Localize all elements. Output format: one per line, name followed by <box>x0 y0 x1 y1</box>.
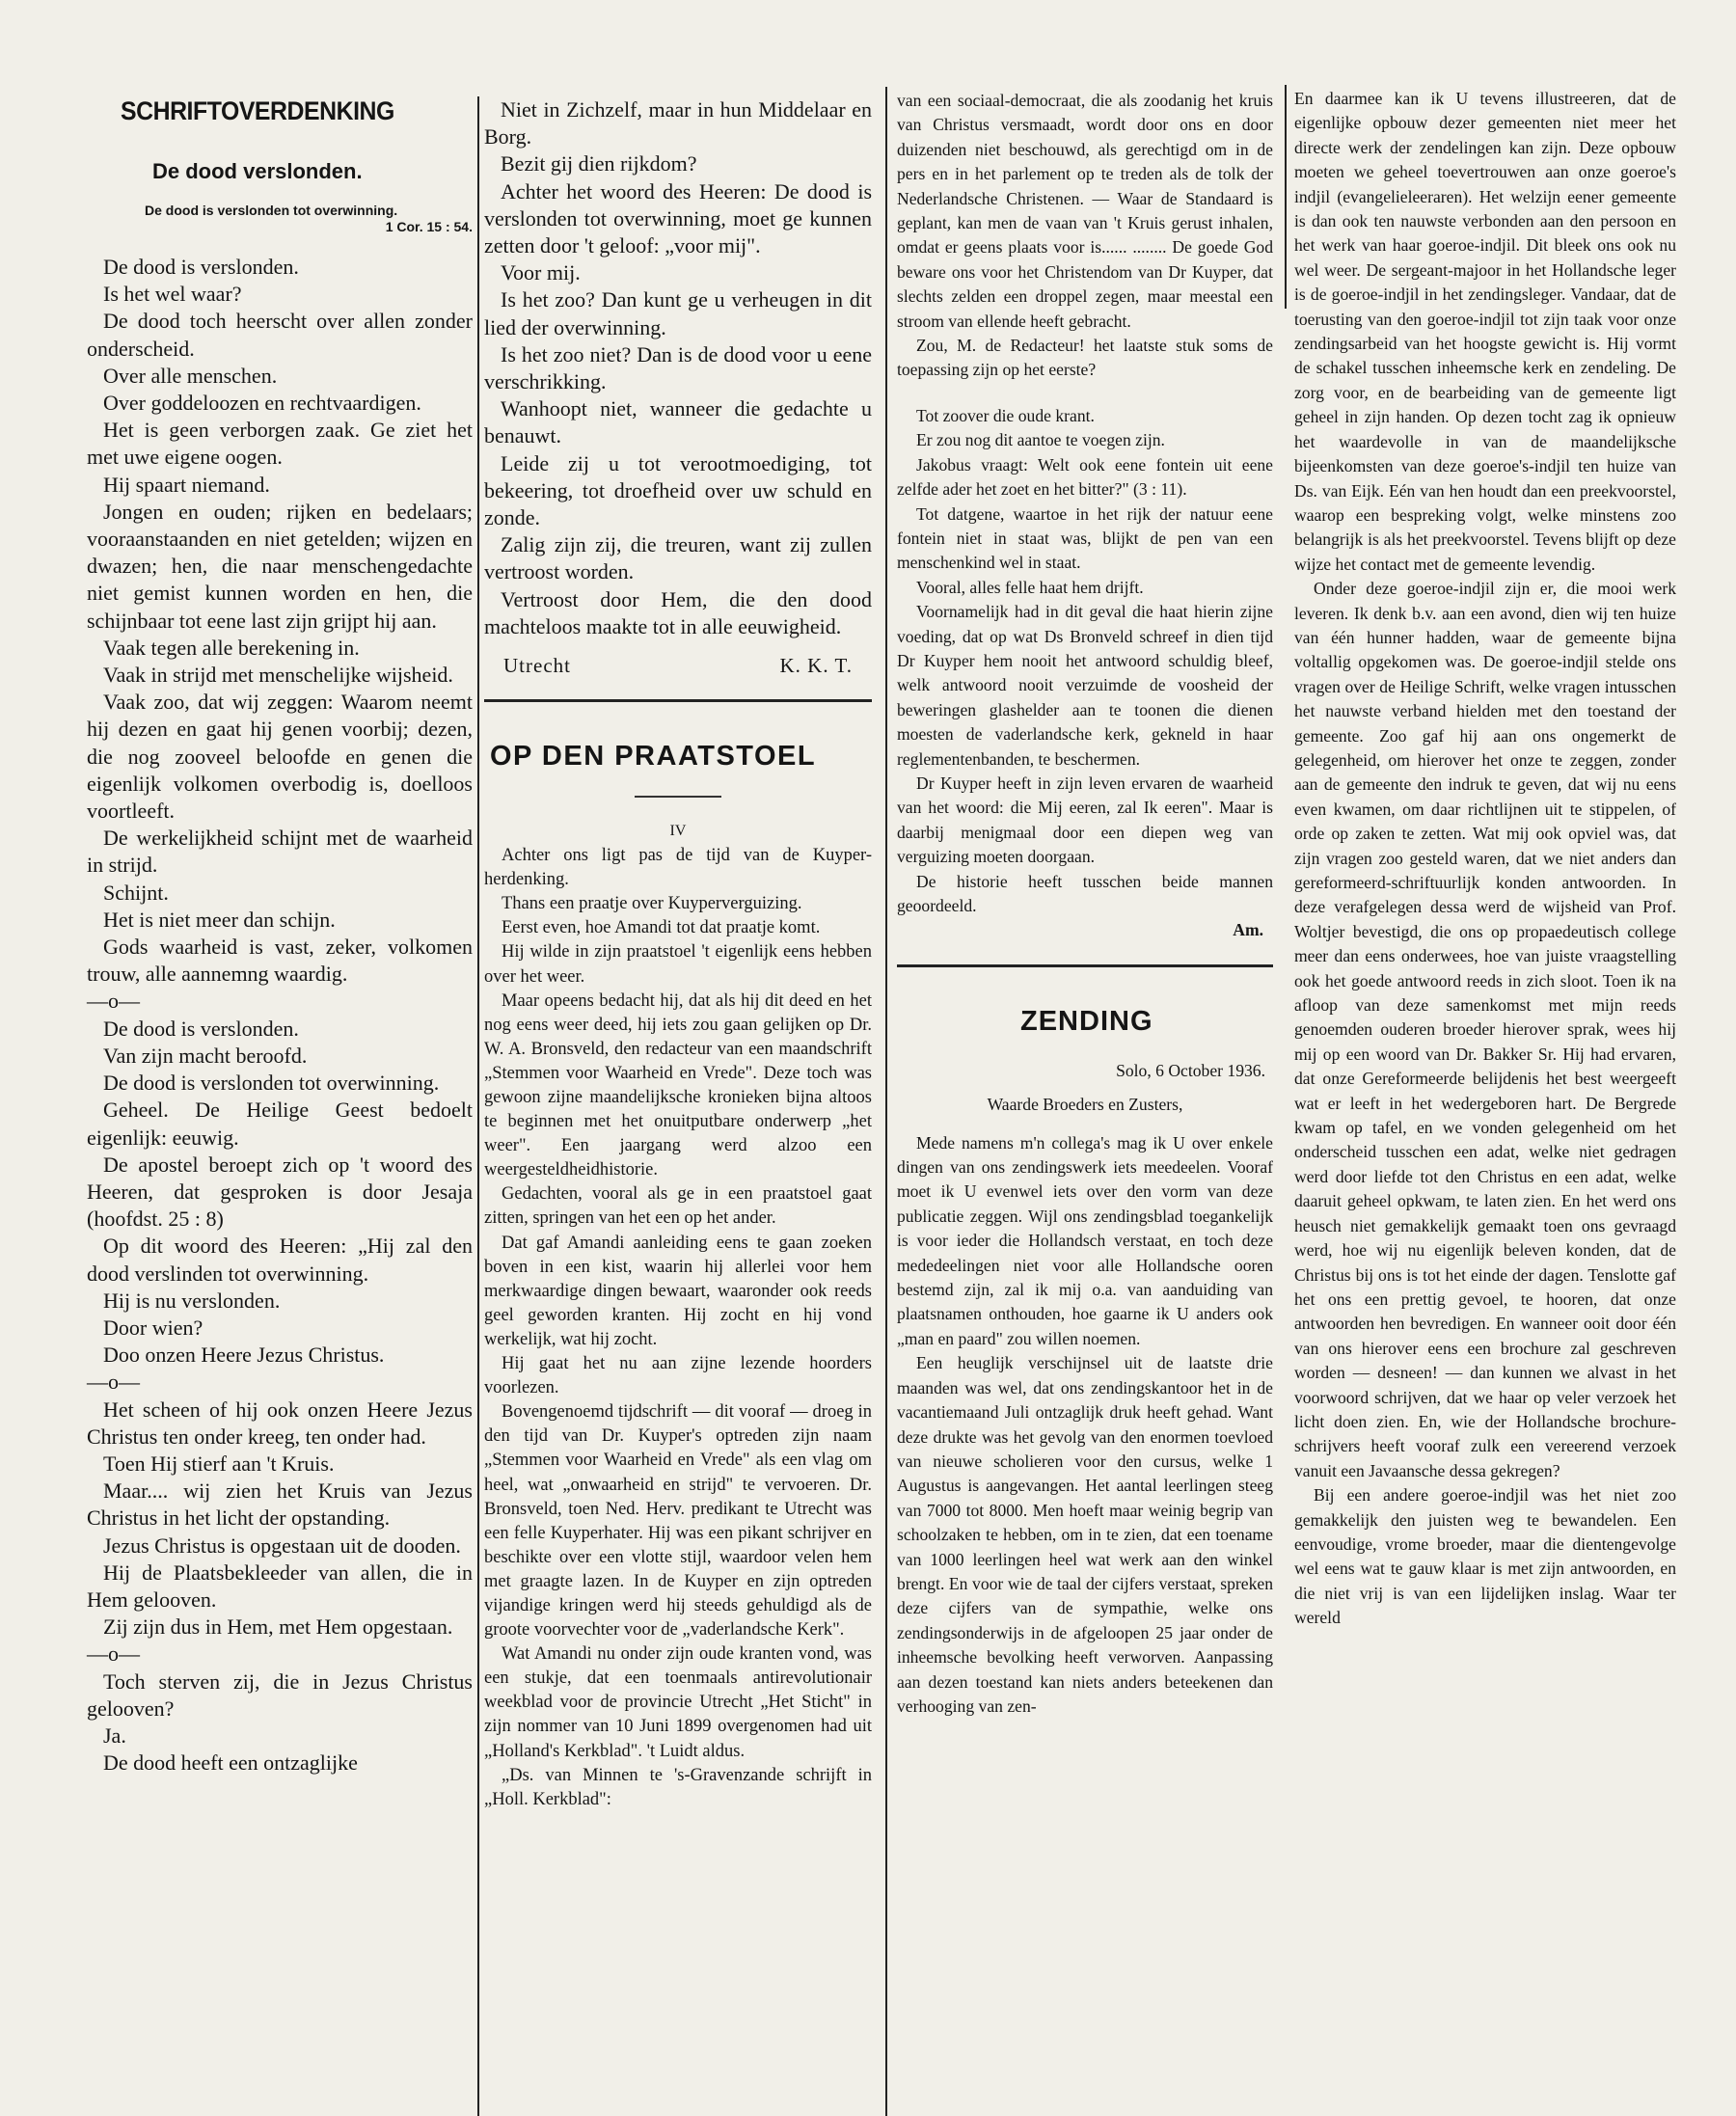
paragraph: Onder deze goeroe-indjil zijn er, die mooi werk leveren. Ik denk b.v. aan een avond, dien wij ten huize van één hunner hadden, waar de gemeente bijna voltallig opgekomen was. De goeroe-indjil stelde ons vragen over de Heilige Schrift, welke vragen intusschen het nauwste verband hielden met den toestand der gemeente. Zoo gaf hij aan ons ongemerkt de gelegenheid, om hierover het onze te zeggen, zonder aan de gemeente den indruk te geven, dat wij nu eens even kwamen, om daar richtlijnen uit te stippelen, of orde op zaken te zetten. Wat mij ook opviel was, dat zijn vragen zoo gesteld waren, dat we niet anders dan gereformeerd-schriftuurlijk konden antwoorden. In deze verafgelegen dessa werd de wijsheid van Prof. Woltjer bevestigd, die ons op propaedeutisch college meer dan eens onderwees, hoe van juiste vraagstelling ook het goede antwoord reeds in zich sloot. Toen ik na afloop van deze samenkomst met mijn reeds genoemden ouderen broeder hierover sprak, wees hij mij op een woord van Dr. Bakker Sr. Hij had ervaren, dat onze Gereformeerde belijdenis het best weergeeft wat er leeft in het wedergeboren hart. De Bergrede kwam op tafel, en we vonden gelegenheid om het onderscheid tusschen een adat, welke niet gedragen werd door liefde tot den Christus en een adat, welke daaruit geheel opkwam, te laten zien. En het werd ons heusch niet gemakkelijk gemaakt toen ons gevraagd werd, hoe wij nu eigenlijk beleven konden, dat de Christus bij ons is tot het einde der dagen. Tenslotte gaf het ons een prettig gevoel, te hooren, dat onze antwoorden hen bevredigen. En wanneer ooit door één van ons hierover eens een brochure zal geschreven worden — desneen! — dan kunnen we alvast in het voorwoord schrijven, dat we haar op veler verzoek het licht doen zien. En, wie der Hollandsche brochure-schrijvers heeft vooraf zulk een vereerend verzoek vanuit een Javaansche dessa gekregen? <box>1294 579 1676 1480</box>
paragraph: Achter het woord des Heeren: De dood is verslonden tot overwinning, moet ge kunnen zetten door 't geloof: „voor mij". <box>484 178 872 258</box>
paragraph: Jezus Christus is opgestaan uit de dooden. <box>103 1533 461 1558</box>
paragraph: Hij gaat het nu aan zijne lezende hoorders voorlezen. <box>484 1354 872 1398</box>
paragraph: Achter ons ligt pas de tijd van de Kuyper-herdenking. <box>484 846 872 890</box>
paragraph: Het is geen verborgen zaak. Ge ziet het met uwe eigene oogen. <box>87 418 473 470</box>
paragraph: Dr Kuyper heeft in zijn leven ervaren de waarheid van het woord: die Mij eeren, zal Ik eeren". Maar is daarbij menigmaal door een diepen weg van verguizing moeten doorgaan. <box>897 773 1273 867</box>
paragraph: Bezit gij dien rijkdom? <box>501 151 697 176</box>
signature <box>503 654 853 678</box>
paragraph: Hij de Plaatsbekleeder van allen, die in Hem gelooven. <box>87 1560 473 1612</box>
bible-reference: 1 Cor. 15 : 54. <box>385 219 473 234</box>
paragraph: Vertroost door Hem, die den dood machteloos maakte tot in alle eeuwigheid. <box>484 586 872 638</box>
paragraph: Thans een praatje over Kuyperverguizing. <box>502 894 802 914</box>
signature-initials: K. K. T. <box>779 654 853 678</box>
paragraph: Maar.... wij zien het Kruis van Jezus Christus in het licht der opstanding. <box>87 1478 473 1531</box>
article-subtitle: De dood verslonden. <box>152 159 363 183</box>
paragraph: De dood is verslonden. <box>103 1016 299 1041</box>
paragraph: Doo onzen Heere Jezus Christus. <box>103 1343 385 1368</box>
paragraph: De apostel beroept zich op 't woord des Heeren, dat gesproken is door Jesaja (hoofdst. 25 : 8) <box>87 1152 473 1232</box>
paragraph: Gedachten, vooral als ge in een praatstoel gaat zitten, springen van het een op het ander. <box>484 1184 872 1229</box>
paragraph: Is het zoo? Dan kunt ge u verheugen in dit lied der overwinning. <box>484 287 872 339</box>
separator: —o— <box>87 1370 140 1395</box>
letter-body <box>897 1059 1273 1720</box>
paragraph: Is het zoo niet? Dan is de dood voor u eene verschrikking. <box>484 341 872 394</box>
dateline: Solo, 6 October 1936. <box>1116 1060 1265 1080</box>
paragraph: Vaak tegen alle berekening in. <box>103 635 360 660</box>
paragraph: De historie heeft tusschen beide mannen geoordeeld. <box>897 871 1273 915</box>
paragraph: Zij zijn dus in Hem, met Hem opgestaan. <box>103 1614 453 1640</box>
column-zending-continued <box>1294 87 1676 1631</box>
column-rule <box>1285 85 1287 309</box>
letter-body <box>1294 87 1676 1631</box>
paragraph: Ja. <box>103 1723 126 1748</box>
paragraph: Tot zoover die oude krant. <box>916 405 1095 425</box>
paragraph: Over alle menschen. <box>103 363 278 388</box>
section-title: SCHRIFTOVERDENKING <box>121 96 394 125</box>
paragraph: De dood heeft een ontzaglijke <box>103 1750 358 1776</box>
signature-place: Utrecht <box>503 654 571 678</box>
paragraph: Vaak in strijd met menschelijke wijsheid. <box>103 663 453 688</box>
paragraph: Tot datgene, waartoe in het rijk der natuur eene fontein niet in staat was, blijkt de pen van een menschenkind wel in staat. <box>897 503 1273 573</box>
paragraph: Voornamelijk had in dit geval die haat hierin zijne voeding, dat op wat Ds Bronveld schreef in dien tijd Dr Kuyper hem nooit het antwoord schuldig bleef, welk antwoord nooit verzuimde de voosheid der beweringen glashelder aan te toonen die dienen moesten de vaderlandsche kerk, gekneld in haar reglementenbanden, te beschermen. <box>897 602 1273 769</box>
paragraph: Jakobus vraagt: Welt ook eene fontein uit eene zelfde ader het zoet en het bitter?" (3 : 11). <box>897 454 1273 500</box>
spacer <box>897 383 1273 404</box>
installment-number: IV <box>669 823 687 840</box>
meditation-text <box>87 254 473 1777</box>
paragraph: van een sociaal-democraat, die als zoodanig het kruis van Christus versmaadt, wordt door ons en door duizenden niet beschouwd, als gerechtigd om in de pers en in het parlement op te treden als de tolk der Nederlandsche Christenen. — Waar de Standaard is geplant, kan men de vaan van 't Kruis gerust inhalen, omdat er geens plaats voor is...... ........ De goede God beware ons voor het Christendom van Dr Kuyper, dat slechts zelden een droppel zegen, maar meestal een stroom van ellende heeft gebracht. <box>897 91 1273 331</box>
paragraph: Een heuglijk verschijnsel uit de laatste drie maanden was wel, dat ons zendingskantoor het in de vacantiemaand Juli ontzaglijk druk heeft gehad. Want deze drukte was het gevolg van den enormen toevloed van nieuwe scholieren voor den cursus, welke 1 Augustus is aangevangen. Het aantal leerlingen steeg van 7000 tot 8000. Men hoeft maar weinig begrip van schoolzaken te hebben, om in te zien, dat een toename van 1000 leerlingen heel wat werk aan den winkel brengt. En voor wie de taal der cijfers verstaat, spreken deze cijfers van de sympathie, welke ons zendingsonderwijs in de afgeloopen 25 jaar onder de inheemsche bevolking heeft verworven. Aanpassing aan dezen toestand kan niets anders beteekenen dan verhooging van zen- <box>897 1353 1273 1716</box>
column-rule <box>885 87 887 2116</box>
paragraph: Schijnt. <box>103 880 169 905</box>
article-body <box>897 89 1273 943</box>
paragraph: Er zou nog dit aantoe te voegen zijn. <box>916 430 1165 450</box>
paragraph: Geheel. De Heilige Geest bedoelt eigenlijk: eeuwig. <box>87 1098 473 1150</box>
paragraph: Het scheen of hij ook onzen Heere Jezus Christus ten onder kreeg, ten onder had. <box>87 1397 473 1449</box>
section-divider <box>897 964 1273 967</box>
paragraph: Is het wel waar? <box>103 282 242 307</box>
paragraph: Bovengenoemd tijdschrift — dit vooraf — droeg in den tijd van Dr. Kuyper's optreden zijn naam „Stemmen voor Waarheid en Vrede" als een vlag om heel, wat „onwaarheid en strijd" te vervoeren. Dr. Bronsveld, toen Ned. Herv. predikant te Utrecht was een felle Kuyperhater. Hij was een pikant schrijver en beschikte over een vlotte stijl, waardoor velen hem met graagte lazen. In de Kuyper en zijn optreden vijandige kringen werd hij steeds gehuldigd als de groote voorvechter voor de „vaderlandsche Kerk". <box>484 1402 872 1641</box>
paragraph: Toch sterven zij, die in Jezus Christus gelooven? <box>87 1668 473 1721</box>
paragraph: Van zijn macht beroofd. <box>103 1043 308 1068</box>
article-body <box>484 844 872 1812</box>
column-zending <box>897 89 1273 1719</box>
separator: —o— <box>87 989 140 1014</box>
epigraph: De dood is verslonden tot overwinning. <box>145 203 398 218</box>
salutation: Waarde Broeders en Zusters, <box>987 1095 1183 1115</box>
paragraph: Vooral, alles felle haat hem drijft. <box>916 577 1144 597</box>
paragraph: Voor mij. <box>501 260 581 285</box>
paragraph: De dood is verslonden tot overwinning. <box>103 1071 440 1096</box>
paragraph: Zou, M. de Redacteur! het laatste stuk soms de toepassing zijn op het eerste? <box>897 336 1273 380</box>
paragraph: Eerst even, hoe Amandi tot dat praatje komt. <box>502 918 821 938</box>
paragraph: En daarmee kan ik U tevens illustreeren, dat de eigenlijke opbouw dezer gemeenten niet meer het directe werk der zendelingen kan zijn. Deze opbouw moeten we geheel toevertrouwen aan onze goeroe's indjil (evangelieleeraren). Het welzijn eener gemeente is dan ook ten nauwste verbonden aan den persoon en het werk van haar goeroe-indjil. Dit bleek ons ook nu wel weer. De sergeant-majoor in het Hollandsche leger is de goeroe-indjil in het zendingsleger. Vandaar, dat de toerusting van den goeroe-indjil tot zijn taak voor onze zendingsarbeid van het hoogste gewicht is. Hij vormt de schakel tusschen inheemsche kerk en zendeling. De zorg voor, en de bearbeiding van de gemeente ligt geheel in zijn handen. Op dezen tocht zag ik opnieuw het waardevolle in van de maandelijksche bijeenkomsten van deze goeroe's-indjil ten huize van Ds. van Eijk. Eén van hen houdt dan een preekvoorstel, waarop een bespreking volgt, welke minstens zoo belangrijk is als het preekvoorstel. Tevens blijft op deze wijze het contact met de gemeente levendig. <box>1294 89 1676 574</box>
paragraph: Vaak zoo, dat wij zeggen: Waarom neemt hij dezen en gaat hij genen voorbij; dezen, die nog zooveel beloofde en genen die eigenlijk volkomen overbodig is, doelloos voortleeft. <box>87 690 473 824</box>
paragraph: Gods waarheid is vast, zeker, volkomen trouw, alle aannemng waardig. <box>87 935 473 987</box>
paragraph: De dood is verslonden. <box>103 255 299 279</box>
paragraph: Maar opeens bedacht hij, dat als hij dit deed en het nog eens weer deed, hij iets zou gaan gelijken op Dr. W. A. Bronsveld, den redacteur van een maandschrift „Stemmen voor Waarheid en Vrede". Deze toch was gewoon zijne maandelijksche kronieken bijna altoos te beginnen met het onuitputbare onderwerp „het weer". Een jaargang werd alzoo een weergesteldheidhistorie. <box>484 990 872 1180</box>
section-title: ZENDING <box>1020 1005 1153 1037</box>
paragraph: Niet in Zichzelf, maar in hun Middelaar en Borg. <box>484 97 872 149</box>
paragraph: Hij wilde in zijn praatstoel 't eigenlijk eens hebben over het weer. <box>484 942 872 987</box>
section-divider <box>484 699 872 702</box>
signature: Am. <box>1233 920 1263 940</box>
paragraph: De dood toch heerscht over allen zonder onderscheid. <box>87 309 473 361</box>
paragraph: Over goddeloozen en rechtvaardigen. <box>103 391 421 416</box>
short-rule <box>635 796 721 798</box>
paragraph: Toen Hij stierf aan 't Kruis. <box>103 1451 335 1476</box>
separator: —o— <box>87 1641 140 1667</box>
paragraph: De werkelijkheid schijnt met de waarheid in strijd. <box>87 826 473 878</box>
paragraph: Wanhoopt niet, wanneer die gedachte u benauwt. <box>484 396 872 448</box>
paragraph: Op dit woord des Heeren: „Hij zal den dood verslinden tot overwinning. <box>87 1234 473 1286</box>
paragraph: Jongen en ouden; rijken en bedelaars; vooraanstaanden en niet getelden; wijzen en dwazen; hen, die naar menschengedachte niet gemist kunnen worden en hen, die schijnbaar tot eene last zijn grijpt hij aan. <box>87 499 473 633</box>
column-praatstoel <box>484 96 872 1812</box>
paragraph: Het is niet meer dan schijn. <box>103 907 336 932</box>
paragraph: Dat gaf Amandi aanleiding eens te gaan zoeken boven in een kist, waarin hij allerlei voor hem merkwaardige dingen bewaart, waaronder ook reeds geel geworden kranten. Hij zocht en hij vond werkelijk, wat hij zocht. <box>484 1233 872 1349</box>
paragraph: Hij spaart niemand. <box>103 472 270 497</box>
column-rule <box>477 96 479 2116</box>
paragraph: Door wien? <box>103 1315 203 1340</box>
meditation-continued <box>484 96 872 640</box>
paragraph: Wat Amandi nu onder zijn oude kranten vond, was een stukje, dat een toenmaals antirevolutionair weekblad voor de provincie Utrecht „Het Sticht" in zijn nommer van 10 Juni 1899 overgenomen had uit „Holland's Kerkblad". 't Luidt aldus. <box>484 1644 872 1761</box>
paragraph: Bij een andere goeroe-indjil was het niet zoo gemakkelijk den juisten weg te bewandelen. Een eenvoudige, vrome broeder, maar die dientengevolge wel eens wat te gauw klaar is met zijn antwoorden, en die niet vrij is van een lijdelijken inslag. Waar ter wereld <box>1294 1485 1676 1628</box>
column-schriftoverdenking <box>87 96 473 1777</box>
paragraph: Mede namens m'n collega's mag ik U over enkele dingen van ons zendingswerk iets meedeelen. Vooraf moet ik U evenwel iets over den vorm van deze publicatie zeggen. Wijl ons zendingsblad toegankelijk is voor ieder die Hollandsch verstaat, en toch deze mededeelingen niet voor alle Hollandsche ooren bestemd zijn, zal ik mij o.a. van aanduiding van plaatsnamen onthouden, hoe gaarne ik U anders ook „man en paard" zou willen noemen. <box>897 1132 1273 1348</box>
paragraph: „Ds. van Minnen te 's-Gravenzande schrijft in „Holl. Kerkblad": <box>484 1765 872 1809</box>
paragraph: Leide zij u tot verootmoediging, tot bekeering, tot droefheid over uw schuld en zonde. <box>484 450 872 530</box>
paragraph: Zalig zijn zij, die treuren, want zij zullen vertroost worden. <box>484 532 872 584</box>
section-title: OP DEN PRAATSTOEL <box>490 741 817 773</box>
paragraph: Hij is nu verslonden. <box>103 1288 281 1313</box>
